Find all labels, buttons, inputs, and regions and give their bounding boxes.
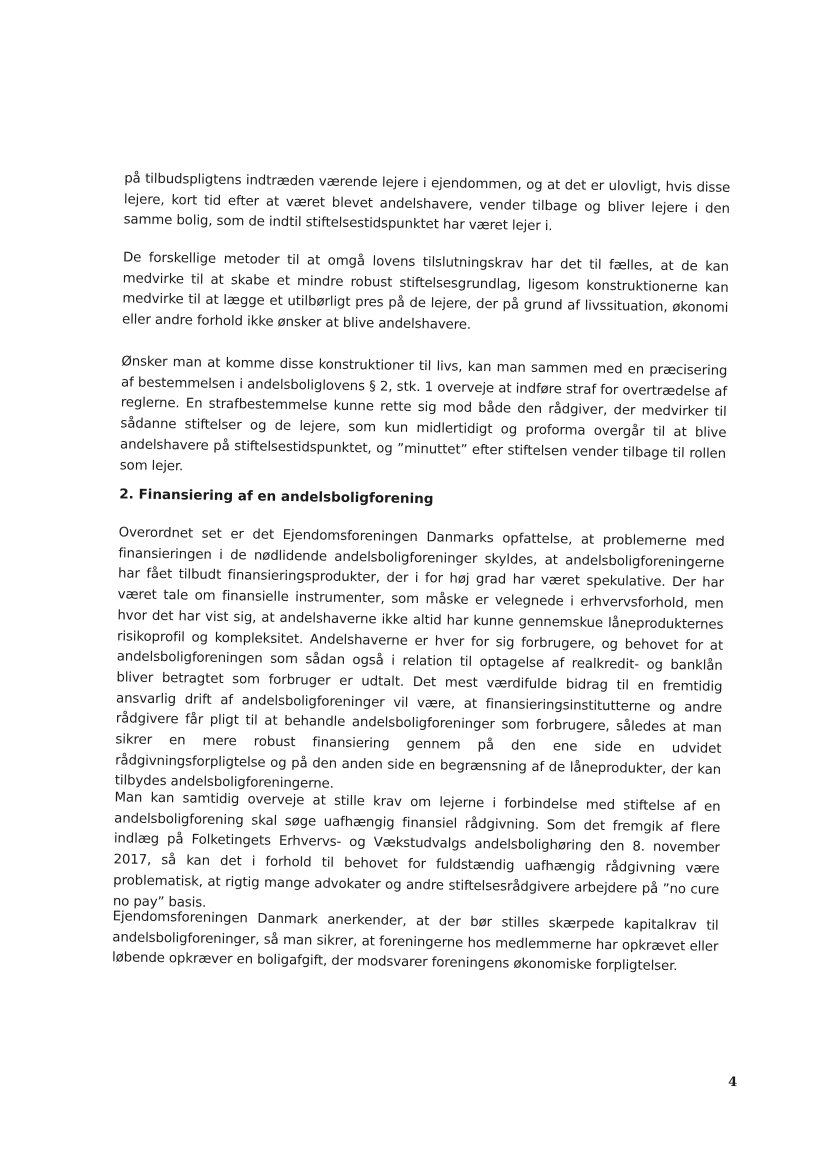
paragraph-metoder: De forskellige metoder til at omgå lovens tilslutningskrav har det til fælles, at de kan medvirke til at skabe et mindre robust stiftelsesgrundlag, ligesom konstruktionerne kan medvirke til at lægge et utilbørligt pres på de lejere, der på grund af livssituation, økonomi eller andre forhold ikke ønsker at blive andelshavere. [121,250,730,333]
paragraph-raadgivning: Man kan samtidig overveje at stille krav om lejerne i forbindelse med stiftelse af en andelsboligforening skal søge uafhængig finansiel rådgivning. Som det fremgik af flere indlæg på Folketingets Erhvervs- og Vækstudvalgs andelsbolighøring den 8. november 2017, så kan det i forhold til behovet for fuldstændig uafhængig rådgivning være problematisk, at rigtig mange advokater og andre stiftelsesrådgivere arbejdere på ”no cure no pay” basis. [112,790,721,911]
paragraph-kapitalkrav: Ejendomsforeningen Danmark anerkender, at der bør stilles skærpede kapitalkrav til andelsboligforeninger, så man sikrer, at foreningerne hos medlemmerne har opkrævet eller løbende opkræver en boligafgift, der modsvarer foreningens økonomiske forpligtelser. [111,909,719,975]
paragraph-straf: Ønsker man at komme disse konstruktioner til livs, kan man sammen med en præcisering af bestemmelsen i andelsboliglovens § 2, stk. 1 overveje at indføre straf for overtrædelse af reglerne. En strafbestemmelse kunne rette sig mod både den rådgiver, der medvirker til sådanne stiftelser og de lejere, som kun midlertidigt og proforma overgår til at blive andelshavere på stiftelsestidspunktet, og ”minuttet” efter stiftelsen vender tilbage til rollen som lejer. [119,354,728,474]
paragraph-tilbudspligt: på tilbudspligtens indtræden værende lejere i ejendommen, og at det er ulovligt, hvis disse lejere, kort tid efter at været blevet andelshavere, vender tilbage og bliver lejere i den samme bolig, som de indtil stiftelsestidspunktet har været lejer i. [123,171,731,235]
paragraph-finansiering: Overordnet set er det Ejendomsforeningen Danmarks opfattelse, at problemerne med finansieringen i de nødlidende andelsboligforeninger skyldes, at andelsboligforeningerne har fået tilbudt finansieringsprodukter, der i for høj grad har været spekulative. Der har været tale om finansielle instrumenter, som måske er velegnede i erhvervsforhold, men hvor det har vist sig, at andelshaverne ikke altid har kunne gennemskue låneprodukternes risikoprofil og kompleksitet. Andelshaverne er hver for sig forbrugere, og behovet for at andelsboligforeningen som sådan også i relation til optagelse af realkredit- og banklån bliver betragtet som forbruger er udtalt. Det mest værdifulde bidrag til en fremtidig ansvarlig drift af andelsboligforeninger vil være, at finansieringsinstitutterne og andre rådgivere får pligt til at behandle andelsboligforeninger som forbrugere, således at man sikrer en mere robust finansiering gennem på den ene side en udvidet rådgivningsforpligtelse og på den anden side en begrænsning af de låneprodukter, der kan tilbydes andelsboligforeningerne. [114,525,725,793]
section-heading: 2. Finansiering af en andelsboligforening [119,486,434,508]
page-number: 4 [728,1074,738,1091]
